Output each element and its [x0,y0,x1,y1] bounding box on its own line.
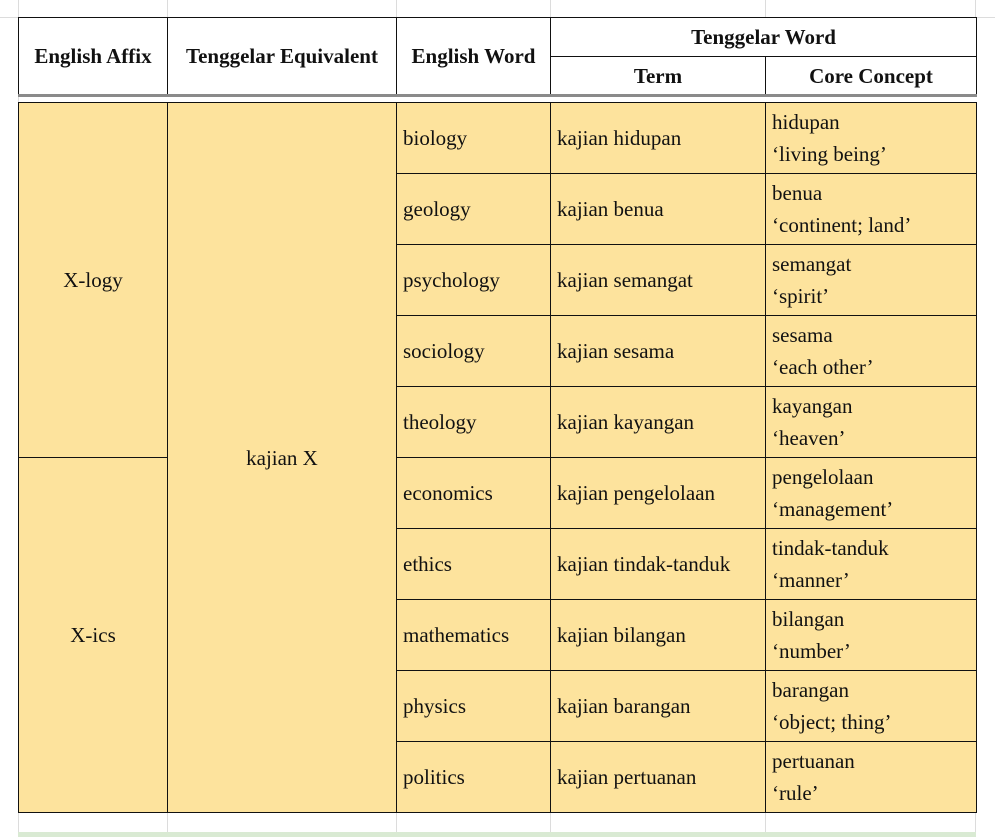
header-core-concept[interactable]: Core Concept [766,57,977,96]
english-word-cell[interactable]: psychology [397,245,551,316]
core-concept-cell[interactable] [766,316,977,387]
core-concept-cell[interactable] [766,458,977,529]
affix-cell[interactable]: X-logy [19,103,168,458]
header-tenggelar-equivalent[interactable]: Tenggelar Equivalent [168,18,397,96]
english-word-cell[interactable]: theology [397,387,551,458]
header-term[interactable]: Term [551,57,766,96]
term-cell[interactable]: kajian pertuanan [551,742,766,813]
english-word-cell[interactable]: physics [397,671,551,742]
core-concept-gloss: ‘living being’ [772,142,887,166]
english-word-cell[interactable]: sociology [397,316,551,387]
english-word-cell[interactable]: ethics [397,529,551,600]
core-concept-cell[interactable] [766,103,977,174]
core-concept-cell[interactable] [766,742,977,813]
core-concept-word: benua [772,181,823,205]
core-concept-gloss: ‘heaven’ [772,426,846,450]
term-cell[interactable]: kajian benua [551,174,766,245]
core-concept-word: sesama [772,323,833,347]
term-cell[interactable]: kajian barangan [551,671,766,742]
core-concept-gloss: ‘management’ [772,497,894,521]
core-concept-word: semangat [772,252,852,276]
core-concept-gloss: ‘rule’ [772,781,819,805]
term-cell[interactable]: kajian sesama [551,316,766,387]
core-concept-cell[interactable] [766,600,977,671]
header-tenggelar-word[interactable]: Tenggelar Word [551,18,977,57]
english-word-cell[interactable]: economics [397,458,551,529]
core-concept-cell[interactable] [766,174,977,245]
core-concept-cell[interactable] [766,387,977,458]
equivalent-cell[interactable]: kajian X [168,103,397,813]
term-cell[interactable]: kajian semangat [551,245,766,316]
core-concept-word: kayangan [772,394,853,418]
table-row [19,458,977,529]
english-word-cell[interactable]: biology [397,103,551,174]
core-concept-gloss: ‘number’ [772,639,851,663]
english-word-cell[interactable]: mathematics [397,600,551,671]
core-concept-word: tindak-tanduk [772,536,889,560]
term-cell[interactable]: kajian kayangan [551,387,766,458]
header-english-word[interactable]: English Word [397,18,551,96]
next-row-strip[interactable] [18,832,976,837]
core-concept-gloss: ‘manner’ [772,568,850,592]
table-row [19,103,977,174]
core-concept-gloss: ‘continent; land’ [772,213,912,237]
core-concept-gloss: ‘spirit’ [772,284,830,308]
core-concept-word: hidupan [772,110,840,134]
core-concept-gloss: ‘each other’ [772,355,874,379]
core-concept-word: bilangan [772,607,845,631]
english-word-cell[interactable]: politics [397,742,551,813]
header-english-affix[interactable]: English Affix [19,18,168,96]
core-concept-cell[interactable] [766,529,977,600]
header-separator [19,96,977,103]
core-concept-cell[interactable] [766,671,977,742]
term-cell[interactable]: kajian hidupan [551,103,766,174]
core-concept-cell[interactable] [766,245,977,316]
term-cell[interactable]: kajian tindak-tanduk [551,529,766,600]
core-concept-word: pengelolaan [772,465,874,489]
term-cell[interactable]: kajian bilangan [551,600,766,671]
affix-cell[interactable]: X-ics [19,458,168,813]
affix-table [18,17,977,813]
core-concept-word: pertuanan [772,749,855,773]
core-concept-gloss: ‘object; thing’ [772,710,892,734]
core-concept-word: barangan [772,678,849,702]
term-cell[interactable]: kajian pengelolaan [551,458,766,529]
english-word-cell[interactable]: geology [397,174,551,245]
